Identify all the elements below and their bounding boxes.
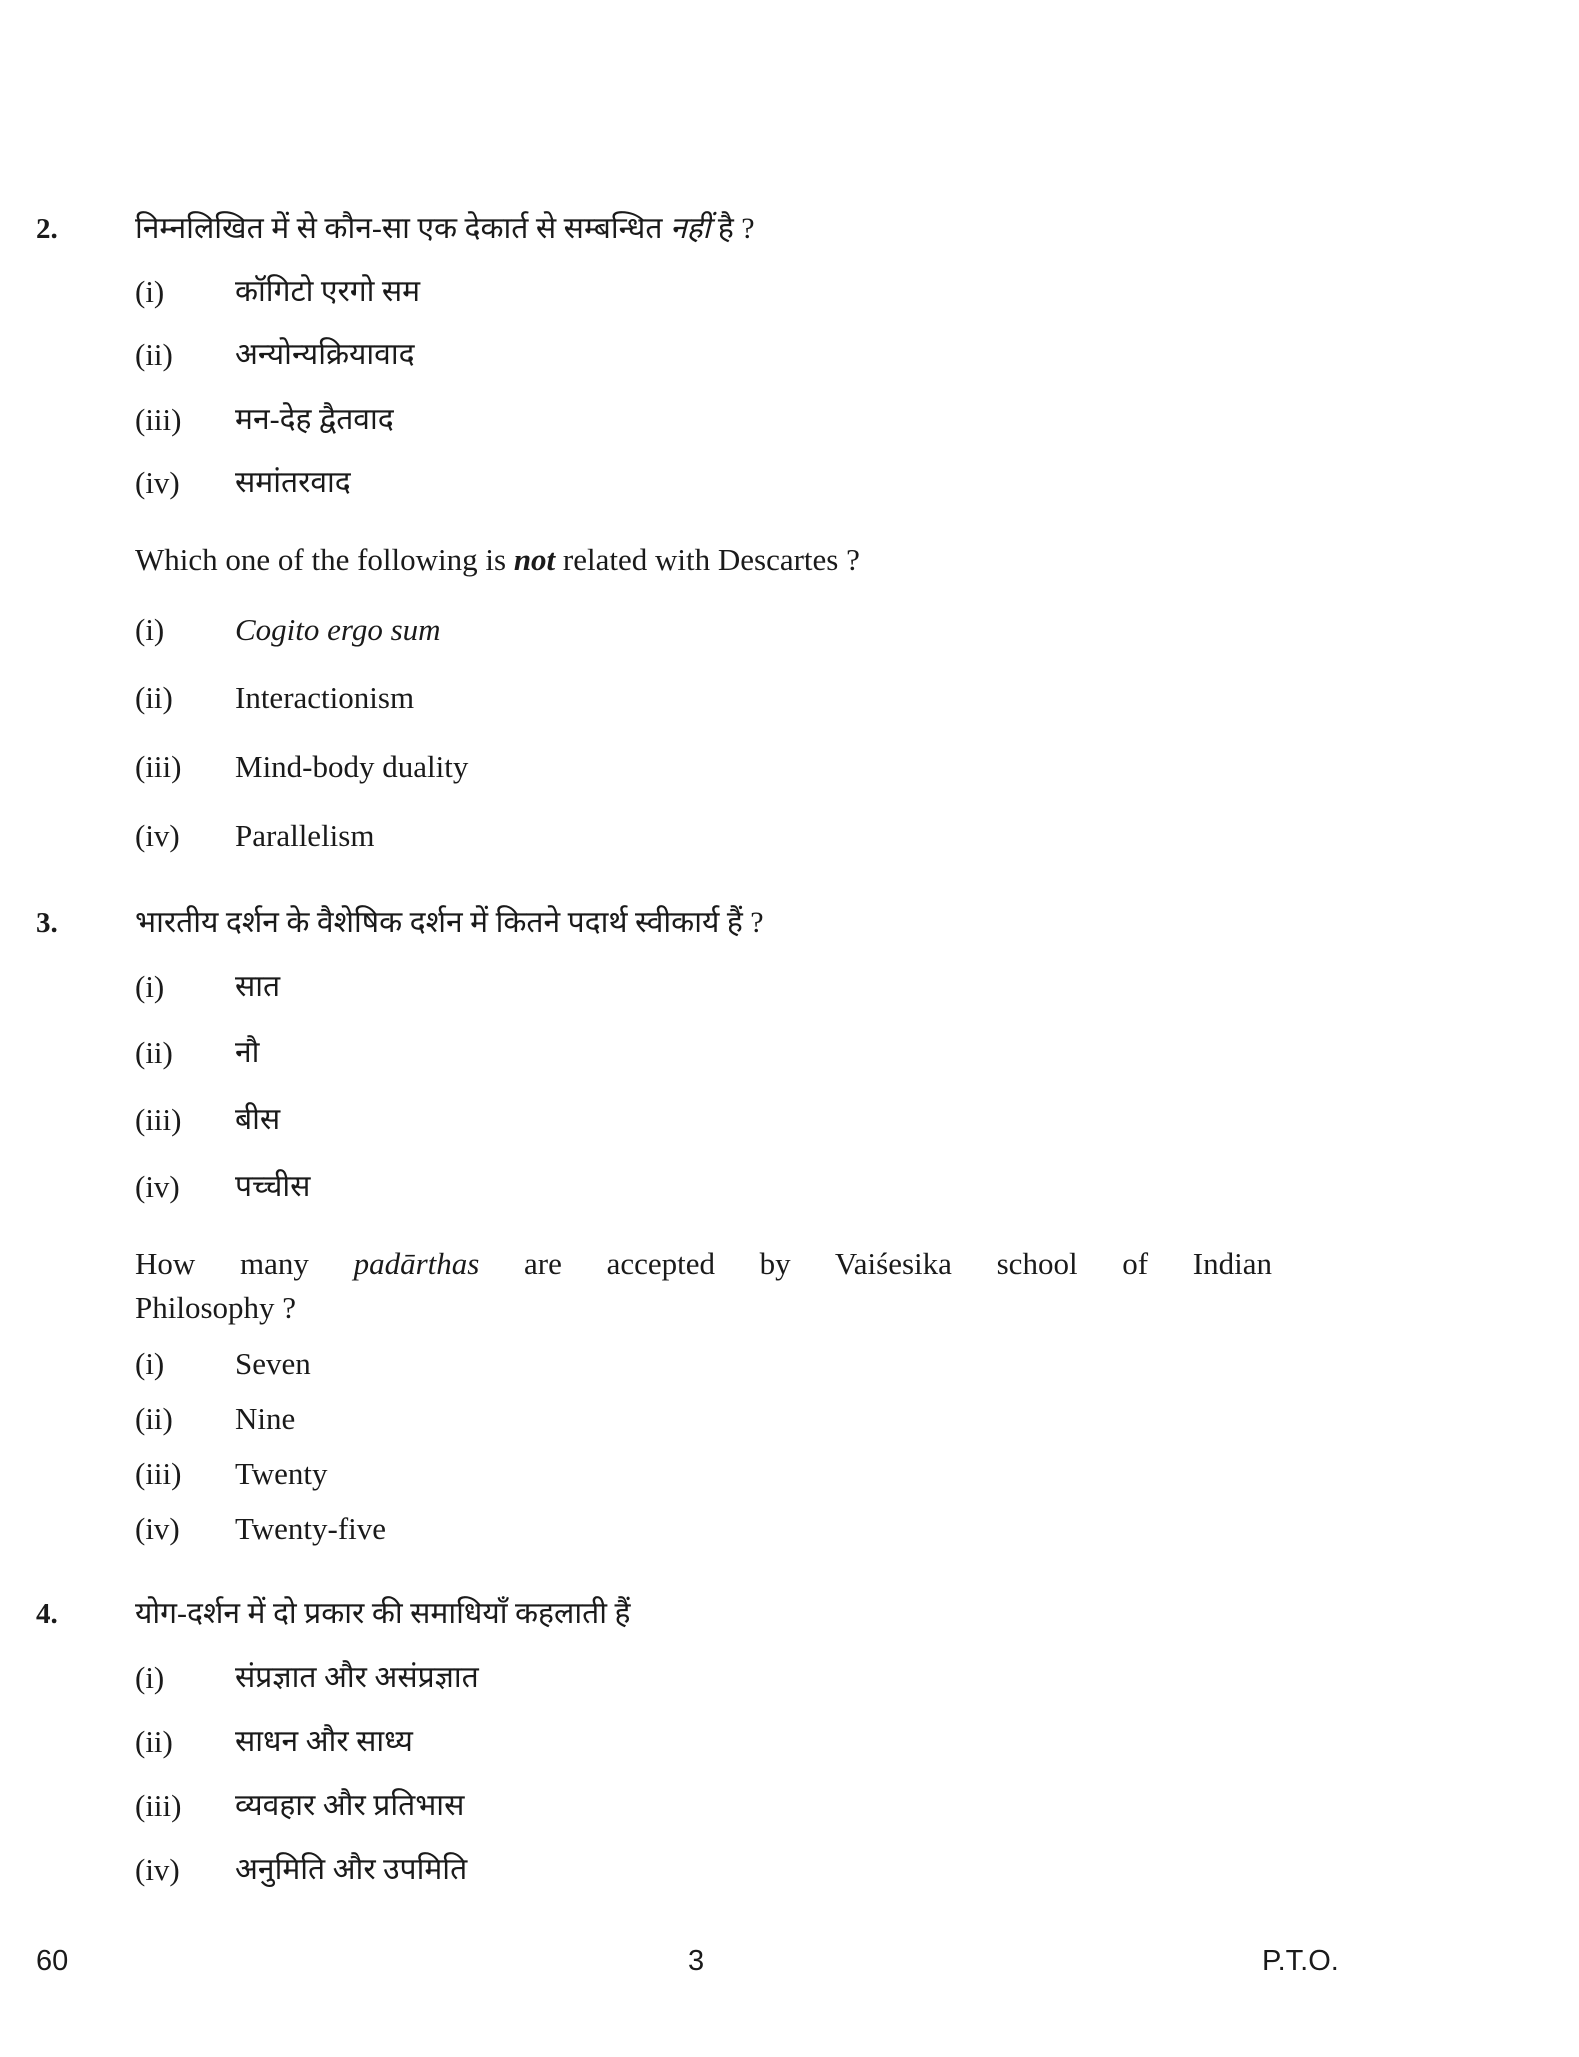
option-text: मन-देह द्वैतवाद bbox=[235, 403, 394, 436]
option-text: अनुमिति और उपमिति bbox=[235, 1853, 468, 1886]
option-text: पच्चीस bbox=[235, 1170, 311, 1203]
option-label: (i) bbox=[135, 1346, 165, 1381]
q-emphasis: not bbox=[513, 542, 556, 577]
question-number: 2. bbox=[36, 213, 58, 245]
paper-code: 60 bbox=[36, 1945, 69, 1977]
q-text: related with Descartes ? bbox=[555, 542, 860, 577]
question-text-hindi: भारतीय दर्शन के वैशेषिक दर्शन में कितने पदार्थ स्वीकार्य हैं ? bbox=[135, 906, 764, 939]
please-turn-over: P.T.O. bbox=[1262, 1945, 1339, 1977]
question-text-english-line2: Philosophy ? bbox=[135, 1290, 297, 1325]
option-label: (iii) bbox=[135, 749, 182, 784]
q-text: निम्नलिखित में से कौन-सा एक देकार्त से सम्बन्धित bbox=[135, 212, 670, 245]
option-text: अन्योन्यक्रियावाद bbox=[235, 338, 415, 371]
option-label: (iv) bbox=[135, 1511, 180, 1546]
option-text: Parallelism bbox=[235, 818, 375, 853]
option-text: समांतरवाद bbox=[235, 466, 351, 499]
question-number: 4. bbox=[36, 1598, 58, 1630]
option-text: व्यवहार और प्रतिभास bbox=[235, 1789, 465, 1822]
option-label: (ii) bbox=[135, 1035, 173, 1070]
option-text: Cogito ergo sum bbox=[235, 612, 441, 647]
question-number: 3. bbox=[36, 907, 58, 939]
option-label: (ii) bbox=[135, 1401, 173, 1436]
q-text: Which one of the following is bbox=[135, 542, 514, 577]
option-label: (ii) bbox=[135, 337, 173, 372]
option-text: संप्रज्ञात और असंप्रज्ञात bbox=[235, 1661, 479, 1694]
option-text: Nine bbox=[235, 1401, 296, 1436]
option-label: (iii) bbox=[135, 1456, 182, 1491]
option-label: (iii) bbox=[135, 1102, 182, 1137]
option-label: (i) bbox=[135, 969, 165, 1004]
option-text: बीस bbox=[235, 1103, 281, 1136]
option-label: (ii) bbox=[135, 680, 173, 715]
option-text: सात bbox=[235, 970, 281, 1003]
option-text: Interactionism bbox=[235, 680, 415, 715]
option-text: साधन और साध्य bbox=[235, 1725, 413, 1758]
option-label: (iii) bbox=[135, 1788, 182, 1823]
option-label: (iv) bbox=[135, 818, 180, 853]
option-label: (ii) bbox=[135, 1724, 173, 1759]
option-label: (iv) bbox=[135, 1852, 180, 1887]
q-text: है ? bbox=[710, 212, 755, 245]
page-number: 3 bbox=[688, 1945, 705, 1977]
option-label: (i) bbox=[135, 612, 165, 647]
option-text: Mind-body duality bbox=[235, 749, 469, 784]
question-text-english bbox=[135, 542, 860, 578]
question-text-hindi bbox=[135, 211, 755, 247]
option-label: (i) bbox=[135, 274, 165, 309]
option-text: Twenty-five bbox=[235, 1511, 387, 1546]
option-label: (iv) bbox=[135, 465, 180, 500]
option-text: Twenty bbox=[235, 1456, 328, 1491]
option-text: Seven bbox=[235, 1346, 311, 1381]
option-text: कॉगिटो एरगो सम bbox=[235, 275, 421, 308]
option-text: नौ bbox=[235, 1036, 260, 1069]
question-text-english bbox=[135, 1246, 1272, 1282]
option-label: (iii) bbox=[135, 402, 182, 437]
question-text-hindi: योग-दर्शन में दो प्रकार की समाधियाँ कहलाती हैं bbox=[135, 1597, 631, 1630]
option-label: (iv) bbox=[135, 1169, 180, 1204]
q-emphasis: padārthas bbox=[353, 1246, 480, 1281]
option-label: (i) bbox=[135, 1660, 165, 1695]
q-text: are accepted by Vaiśesika school of Indian bbox=[479, 1246, 1272, 1281]
q-emphasis: नहीं bbox=[669, 212, 711, 245]
q-text: How many bbox=[135, 1246, 354, 1281]
